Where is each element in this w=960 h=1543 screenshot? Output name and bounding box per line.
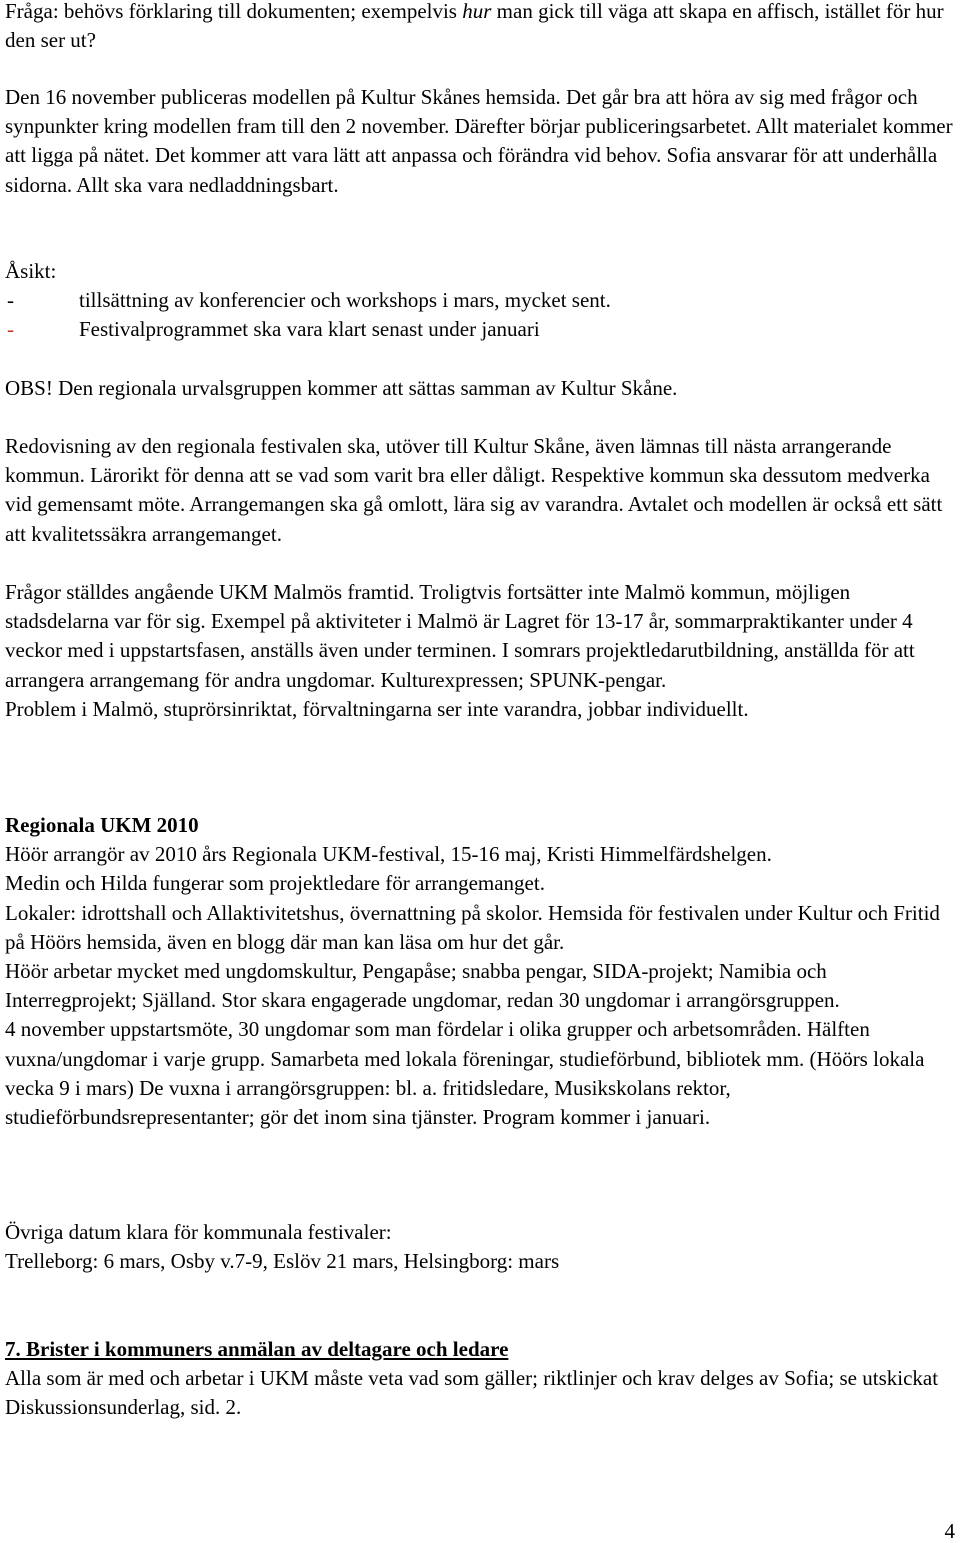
obs-paragraph: OBS! Den regionala urvalsgruppen kommer att sättas samman av Kultur Skåne. bbox=[5, 376, 678, 400]
regional-line: Lokaler: idrottshall och Allaktivitetshus, övernattning på skolor. Hemsida för festivalen under Kultur och Fritid på Höörs hemsida, även en blogg där man kan läsa om hur det går. bbox=[5, 900, 940, 954]
regional-line: Höör arrangör av 2010 års Regionala UKM-festival, 15-16 maj, Kristi Himmelfärdshelgen. bbox=[5, 842, 772, 867]
regional-ukm-section bbox=[5, 811, 955, 1132]
malmo-section bbox=[5, 578, 955, 724]
reporting-paragraph: Redovisning av den regionala festivalen ska, utöver till Kultur Skåne, även lämnas till nästa arrangerande kommun. Lärorikt för denna att se vad som varit bra eller dåligt. Respektive kommun ska dessutom medverka vid gemensamt möte. Arrangemangen ska gå omlott, lära sig av varandra. Avtalet och modellen är också ett sätt att kvalitetssäkra arrangemanget. bbox=[5, 434, 943, 546]
section-heading: 7. Brister i kommuners anmälan av deltagare och ledare bbox=[5, 1337, 509, 1361]
question-text-start: Fråga: behövs förklaring till dokumenten; exempelvis bbox=[5, 0, 463, 23]
malmo-paragraph: Frågor ställdes angående UKM Malmös framtid. Troligtvis fortsätter inte Malmö kommun, möjligen stadsdelarna var för sig. Exempel på aktiviteter i Malmö är Lagret för 13-17 år, sommarpraktikanter under 4 veckor med i uppstartsfasen, anställs även under terminen. I somrars projektledarutbildning, anställda för att arrangera arrangemang för andra ungdomar. Kulturexpressen; SPUNK-pengar. bbox=[5, 580, 915, 692]
bullet-dash: - bbox=[7, 288, 14, 313]
opinion-label: Åsikt: bbox=[5, 259, 57, 283]
opinion-item-text: tillsättning av konferencier och workshops i mars, mycket sent. bbox=[79, 288, 611, 313]
opinion-item bbox=[5, 315, 955, 344]
page-number: 4 bbox=[944, 1519, 955, 1543]
section-heading: Regionala UKM 2010 bbox=[5, 813, 199, 837]
regional-line: Medin och Hilda fungerar som projektledare för arrangemanget. bbox=[5, 871, 545, 896]
other-dates-label: Övriga datum klara för kommunala festivaler: bbox=[5, 1220, 392, 1244]
section-7 bbox=[5, 1335, 955, 1423]
publication-paragraph: Den 16 november publiceras modellen på Kultur Skånes hemsida. Det går bra att höra av sig med frågor och synpunkter kring modellen fram till den 2 november. Därefter börjar publiceringsarbetet. Allt materialet kommer att ligga på nätet. Det kommer att vara lätt att anpassa och förändra vid behov. Sofia ansvarar för att underhålla sidorna. Allt ska vara nedladdningsbart. bbox=[5, 85, 953, 197]
malmo-problem-line: Problem i Malmö, stuprörsinriktat, förvaltningarna ser inte varandra, jobbar individuellt. bbox=[5, 696, 749, 721]
opinion-section bbox=[5, 257, 955, 345]
question-paragraph bbox=[5, 0, 955, 55]
question-emphasis: hur bbox=[462, 0, 492, 23]
bullet-dash: - bbox=[7, 317, 14, 342]
opinion-item-text: Festivalprogrammet ska vara klart senast under januari bbox=[79, 317, 540, 342]
opinion-item bbox=[5, 286, 955, 315]
section-7-text: Alla som är med och arbetar i UKM måste veta vad som gäller; riktlinjer och krav delges av Sofia; se utskickat Diskussionsunderlag, sid. 2. bbox=[5, 1366, 939, 1420]
other-dates-list: Trelleborg: 6 mars, Osby v.7-9, Eslöv 21 mars, Helsingborg: mars bbox=[5, 1249, 560, 1274]
regional-line: 4 november uppstartsmöte, 30 ungdomar som man fördelar i olika grupper och arbetsområden. Hälften vuxna/ungdomar i varje grupp. Samarbeta med lokala föreningar, studieförbund, bibliotek mm. (Höörs lokala vecka 9 i mars) De vuxna i arrangörsgruppen: bl. a. fritidsledare, Musikskolans rektor, studieförbundsrepresentanter; gör det inom sina tjänster. Program kommer i januari. bbox=[5, 1017, 925, 1130]
question-text-end: man gick till väga att skapa en affisch, istället för hur den ser ut? bbox=[5, 0, 944, 53]
other-dates-section bbox=[5, 1218, 955, 1276]
regional-line: Höör arbetar mycket med ungdomskultur, Pengapåse; snabba pengar, SIDA-projekt; Namibia och Interregprojekt; Själland. Stor skara engagerade ungdomar, redan 30 ungdomar i arrangörsgruppen. bbox=[5, 959, 840, 1013]
